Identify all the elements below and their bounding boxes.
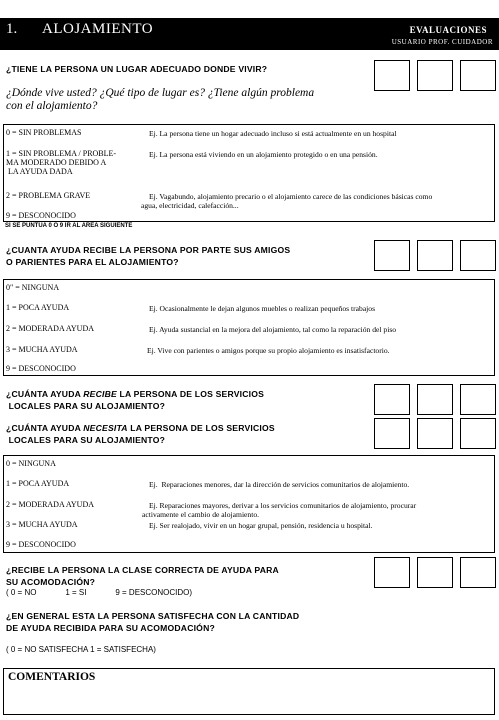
q4-title-italic: NECESITA xyxy=(83,423,128,433)
q5-scale: ( 0 = NO 1 = SI 9 = DESCONOCIDO) xyxy=(6,588,193,597)
q1-example-2-line1: Ej. Vagabundo, alojamiento precario o el alojamiento carece de las condiciones básicas como xyxy=(149,192,433,201)
q4-score-prof[interactable] xyxy=(417,418,453,449)
q1-prompt-line2: con el alojamiento? xyxy=(6,100,98,112)
q4-option-2: 2 = MODERADA AYUDA xyxy=(6,500,95,509)
q4-example-3: Ej. Ser realojado, vivir en un hogar grupal, pensión, residencia u hospital. xyxy=(149,521,373,530)
q4-score-usuario[interactable] xyxy=(374,418,410,449)
q1-skip-note: SI SE PUNTUA 0 O 9 IR AL AREA SIGUIENTE xyxy=(5,223,133,229)
evaluator-columns: USUARIO PROF. CUIDADOR xyxy=(391,38,493,46)
q1-title: ¿TIENE LA PERSONA UN LUGAR ADECUADO DONDE VIVIR? xyxy=(6,64,268,74)
q4-option-0: 0 = NINGUNA xyxy=(6,459,56,468)
q4-example-2-line1: Ej. Reparaciones mayores, derivar a los servicios comunitarios de alojamiento, procurar xyxy=(149,501,417,510)
q1-option-1-line1: 1 = SIN PROBLEMA / PROBLE- xyxy=(6,149,117,158)
q4-option-3: 3 = MUCHA AYUDA xyxy=(6,520,78,529)
q1-score-usuario[interactable] xyxy=(374,60,410,91)
q1-option-9: 9 = DESCONOCIDO xyxy=(6,211,76,220)
q1-prompt-line1: ¿Dónde vive usted? ¿Qué tipo de lugar es? ¿Tiene algún problema xyxy=(6,87,315,99)
q4-option-9: 9 = DESCONOCIDO xyxy=(6,540,76,549)
comments-box[interactable] xyxy=(3,668,495,715)
q1-score-prof[interactable] xyxy=(417,60,453,91)
q2-option-0: 0" = NINGUNA xyxy=(6,283,60,292)
q3-title-italic: RECIBE xyxy=(83,389,117,399)
q5-title-line2: SU ACOMODACIÓN? xyxy=(6,577,96,587)
q3-score-cuidador[interactable] xyxy=(460,384,496,415)
q3-title-line1 xyxy=(6,389,264,400)
evaluations-label: EVALUACIONES xyxy=(409,25,487,35)
q3-score-usuario[interactable] xyxy=(374,384,410,415)
q1-option-0: 0 = SIN PROBLEMAS xyxy=(6,128,82,137)
q1-options-panel xyxy=(3,124,495,222)
q5-title-line1: ¿RECIBE LA PERSONA LA CLASE CORRECTA DE AYUDA PARA xyxy=(6,565,279,575)
q4-example-1: Ej. Reparaciones menores, dar la dirección de servicios comunitarios de alojamiento. xyxy=(149,480,410,489)
q2-example-3: Ej. Vive con parientes o amigos porque su propio alojamiento es insatisfactorio. xyxy=(147,346,390,355)
section-title: ALOJAMIENTO xyxy=(42,21,154,37)
q1-option-1-line3: LA AYUDA DADA xyxy=(6,167,73,176)
q4-score-cuidador[interactable] xyxy=(460,418,496,449)
q2-score-usuario[interactable] xyxy=(374,240,410,271)
q4-title-pre: ¿CUÁNTA AYUDA xyxy=(6,423,84,433)
section-header xyxy=(0,18,499,50)
q4-option-1: 1 = POCA AYUDA xyxy=(6,479,70,488)
q1-option-1-line2: MA MODERADO DEBIDO A xyxy=(6,158,107,167)
q2-example-2: Ej. Ayuda sustancial en la mejora del alojamiento, tal como la reparación del piso xyxy=(149,325,397,334)
q2-option-9: 9 = DESCONOCIDO xyxy=(6,364,76,373)
q2-option-2: 2 = MODERADA AYUDA xyxy=(6,324,95,333)
q3-title-pre: ¿CUÁNTA AYUDA xyxy=(6,389,84,399)
q1-example-0: Ej. La persona tiene un hogar adecuado incluso si está actualmente en un hospital xyxy=(149,129,397,138)
q1-example-2-line2: agua, electricidad, calefacción... xyxy=(141,201,239,210)
q3-score-prof[interactable] xyxy=(417,384,453,415)
comments-label: COMENTARIOS xyxy=(8,671,96,683)
q3-title-line2: LOCALES PARA SU ALOJAMIENTO? xyxy=(6,401,166,411)
q4-example-2-line2: activamente el cambio de alojamiento. xyxy=(142,510,260,519)
q2-title-line2: O PARIENTES PARA EL ALOJAMIENTO? xyxy=(6,257,179,267)
q1-option-2: 2 = PROBLEMA GRAVE xyxy=(6,191,91,200)
q2-title-line1: ¿CUANTA AYUDA RECIBE LA PERSONA POR PARTE SUS AMIGOS xyxy=(6,245,291,255)
q1-example-1: Ej. La persona está viviendo en un alojamiento protegido o en una pensión. xyxy=(149,150,378,159)
q4-title-line1 xyxy=(6,423,275,434)
q3-title-post: LA PERSONA DE LOS SERVICIOS xyxy=(116,389,265,399)
q2-score-prof[interactable] xyxy=(417,240,453,271)
q5-score-cuidador[interactable] xyxy=(460,557,496,588)
q5-score-usuario[interactable] xyxy=(374,557,410,588)
q6-title-line2: DE AYUDA RECIBIDA PARA SU ACOMODACIÓN? xyxy=(6,623,215,633)
section-number: 1. xyxy=(6,21,18,37)
q2-score-cuidador[interactable] xyxy=(460,240,496,271)
q2-option-3: 3 = MUCHA AYUDA xyxy=(6,345,78,354)
q4-options-panel xyxy=(3,455,495,553)
q6-scale: ( 0 = NO SATISFECHA 1 = SATISFECHA) xyxy=(6,645,156,654)
q1-score-cuidador[interactable] xyxy=(460,60,496,91)
q2-options-panel xyxy=(3,279,495,376)
q4-title-post: LA PERSONA DE LOS SERVICIOS xyxy=(127,423,275,433)
q2-example-1: Ej. Ocasionalmente le dejan algunos muebles o realizan pequeños trabajos xyxy=(149,304,376,313)
q6-title-line1: ¿EN GENERAL ESTA LA PERSONA SATISFECHA CON LA CANTIDAD xyxy=(6,611,300,621)
q4-title-line2: LOCALES PARA SU ALOJAMIENTO? xyxy=(6,435,166,445)
q2-option-1: 1 = POCA AYUDA xyxy=(6,303,70,312)
q5-score-prof[interactable] xyxy=(417,557,453,588)
